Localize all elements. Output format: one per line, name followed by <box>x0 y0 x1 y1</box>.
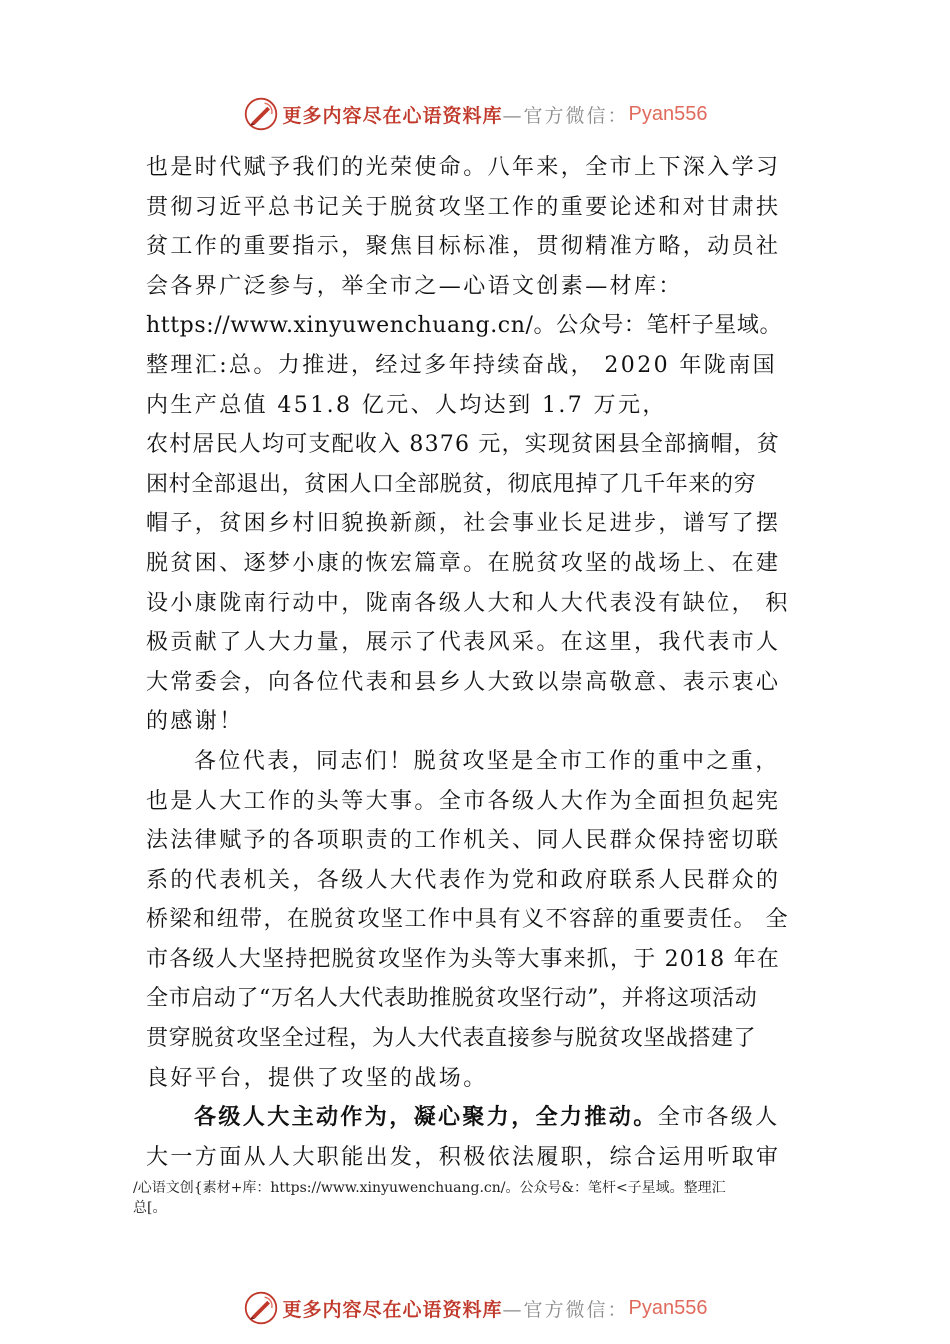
text-line: 农村居民人均可支配收入 8376 元，实现贫困县全部摘帽，贫 <box>146 432 780 458</box>
text-line: 也是人大工作的头等大事。全市各级人大作为全面担负起宪 <box>146 788 781 814</box>
text-line: 桥梁和纽带，在脱贫攻坚工作中具有义不容辞的重要责任。 全 <box>146 907 789 933</box>
text-line: 会各界广泛参与，举全市之—心语文创素—材库： <box>146 273 683 299</box>
text-line: 脱贫困、逐梦小康的恢宏篇章。在脱贫攻坚的战场上、在建 <box>146 550 781 576</box>
text-line: 极贡献了人大力量，展示了代表风采。在这里，我代表市人 <box>146 630 781 656</box>
text-line: 困村全部退出，贫困人口全部脱贫，彻底甩掉了几千年来的穷 <box>146 471 757 497</box>
text-line: 的感谢！ <box>146 709 244 735</box>
banner-separator: —官方微信： <box>502 1298 629 1321</box>
bold-heading-text: 各级人大主动作为，凝心聚力，全力推动。 <box>194 1104 658 1131</box>
header-banner <box>0 96 950 132</box>
text-line: https://www.xinyuwenchuang.cn/。公众号：笔杆子星域。 <box>146 313 783 339</box>
bold-paragraph <box>146 1098 826 1138</box>
pen-logo-icon <box>243 1290 279 1326</box>
text-line: 贯穿脱贫攻坚全过程，为人大代表直接参与脱贫攻坚战搭建了 <box>146 1026 757 1052</box>
text-line: 内生产总值 451.8 亿元、人均达到 1.7 万元， <box>146 392 667 418</box>
footnote-line: /心语文创{素材+库：https://www.xinyuwenchuang.cn/。公众号&：笔杆<子星域。整理汇 <box>133 1180 726 1196</box>
text-line: 市各级人大坚持把脱贫攻坚作为头等大事来抓，于 2018 年在 <box>146 946 780 972</box>
text-line: 贫工作的重要指示，聚焦目标标准，贯彻精准方略，动员社 <box>146 234 781 260</box>
banner-title: 更多内容尽在心语资料库 <box>282 1298 503 1321</box>
document-body <box>146 148 826 1177</box>
text-line: 良好平台，提供了攻坚的战场。 <box>146 1065 488 1091</box>
text-line: 帽子，贫困乡村旧貌换新颜，社会事业长足进步，谱写了摆 <box>146 511 781 537</box>
paragraph-start: 各位代表，同志们！脱贫攻坚是全市工作的重中之重， <box>194 748 780 774</box>
banner-separator: —官方微信： <box>502 104 629 127</box>
text-line: 整理汇:总。力推进，经过多年持续奋战， 2020 年陇南国 <box>146 352 777 378</box>
footnote-line: 总[。 <box>133 1200 167 1216</box>
text-line: 大常委会，向各位代表和县乡人大致以崇高敬意、表示衷心 <box>146 669 781 695</box>
footer-banner <box>0 1290 950 1326</box>
banner-wechat-id: Pyan556 <box>628 1296 708 1319</box>
banner-wechat-id: Pyan556 <box>628 102 708 125</box>
text-line: 也是时代赋予我们的光荣使命。八年来，全市上下深入学习 <box>146 155 781 180</box>
text-line: 法法律赋予的各项职责的工作机关、同人民群众保持密切联 <box>146 828 781 854</box>
text-line: 系的代表机关，各级人大代表作为党和政府联系人民群众的 <box>146 867 781 893</box>
text-line: 大一方面从人大职能出发，积极依法履职，综合运用听取审 <box>146 1144 781 1170</box>
text-line: 贯彻习近平总书记关于脱贫攻坚工作的重要论述和对甘肃扶 <box>146 194 781 220</box>
paragraph-text: 全市各级人 <box>657 1105 780 1131</box>
pen-logo-icon <box>243 96 279 132</box>
banner-title: 更多内容尽在心语资料库 <box>282 104 503 127</box>
text-line: 设小康陇南行动中，陇南各级人大和人大代表没有缺位， 积 <box>146 590 790 616</box>
text-line: 全市启动了“万名人大代表助推脱贫攻坚行动”，并将这项活动 <box>146 986 758 1012</box>
footnote <box>133 1178 833 1218</box>
